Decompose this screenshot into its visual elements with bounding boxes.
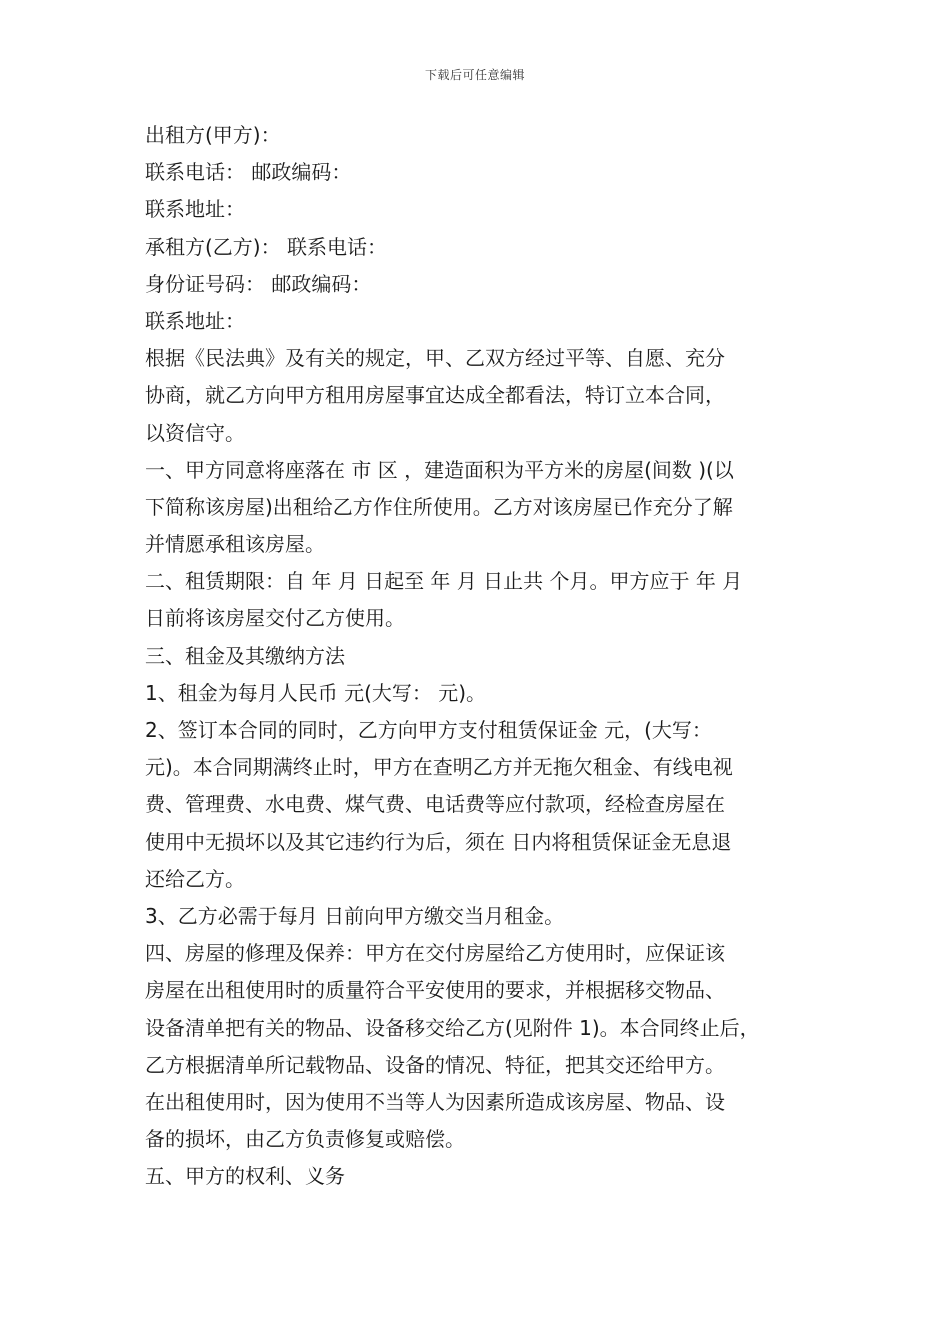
paragraph-line: 承租方(乙方)： 联系电话：	[145, 234, 387, 259]
paragraph-line: 协商，就乙方向甲方租用房屋事宜达成全都看法，特订立本合同，	[145, 383, 725, 408]
paragraph-line: 一、甲方同意将座落在 市 区 ，建造面积为平方米的房屋(间数 )(以	[145, 457, 734, 482]
paragraph-line: 五、甲方的权利、义务	[145, 1164, 345, 1189]
paragraph-line: 身份证号码： 邮政编码：	[145, 271, 372, 296]
paragraph-line: 备的损坏，由乙方负责修复或赔偿。	[145, 1127, 465, 1152]
paragraph-line: 2、签订本合同的同时，乙方向甲方支付租赁保证金 元，(大写：	[145, 718, 712, 742]
paragraph-line: 3、乙方必需于每月 日前向甲方缴交当月租金。	[145, 903, 565, 928]
paragraph-line: 出租方(甲方)：	[145, 123, 281, 147]
paragraph-line: 四、房屋的修理及保养：甲方在交付房屋给乙方使用时，应保证该	[145, 941, 725, 966]
paragraph-line: 设备清单把有关的物品、设备移交给乙方(见附件 1)。本合同终止后，	[145, 1015, 760, 1040]
paragraph-line: 并情愿承租该房屋。	[145, 532, 325, 557]
page-header-note: 下载后可任意编辑	[424, 68, 525, 82]
paragraph-line: 以资信守。	[145, 420, 245, 445]
paragraph-line: 在出租使用时，因为使用不当等人为因素所造成该房屋、物品、设	[145, 1089, 725, 1114]
paragraph-line: 乙方根据清单所记载物品、设备的情况、特征，把其交还给甲方。	[145, 1052, 725, 1077]
paragraph-line: 联系地址：	[145, 308, 245, 333]
paragraph-line: 使用中无损坏以及其它违约行为后，须在 日内将租赁保证金无息退	[145, 829, 732, 854]
paragraph-line: 房屋在出租使用时的质量符合平安使用的要求，并根据移交物品、	[145, 978, 725, 1003]
paragraph-line: 日前将该房屋交付乙方使用。	[145, 606, 405, 631]
paragraph-line: 二、租赁期限：自 年 月 日起至 年 月 日止共 个月。甲方应于 年 月	[145, 569, 743, 594]
paragraph-line: 费、管理费、水电费、煤气费、电话费等应付款项，经检查房屋在	[145, 792, 725, 817]
paragraph-line: 还给乙方。	[145, 866, 245, 891]
paragraph-line: 1、租金为每月人民币 元(大写： 元)。	[145, 680, 487, 705]
paragraph-line: 根据《民法典》及有关的规定，甲、乙双方经过平等、自愿、充分	[145, 346, 725, 371]
paragraph-line: 联系电话： 邮政编码：	[145, 160, 352, 185]
paragraph-line: 元)。本合同期满终止时，甲方在查明乙方并无拖欠租金、有线电视	[145, 755, 733, 780]
paragraph-line: 下简称该房屋)出租给乙方作住所使用。乙方对该房屋已作充分了解	[145, 494, 733, 519]
contract-body	[145, 117, 820, 1195]
paragraph-line: 三、租金及其缴纳方法	[145, 643, 345, 668]
paragraph-line: 联系地址：	[145, 197, 245, 222]
